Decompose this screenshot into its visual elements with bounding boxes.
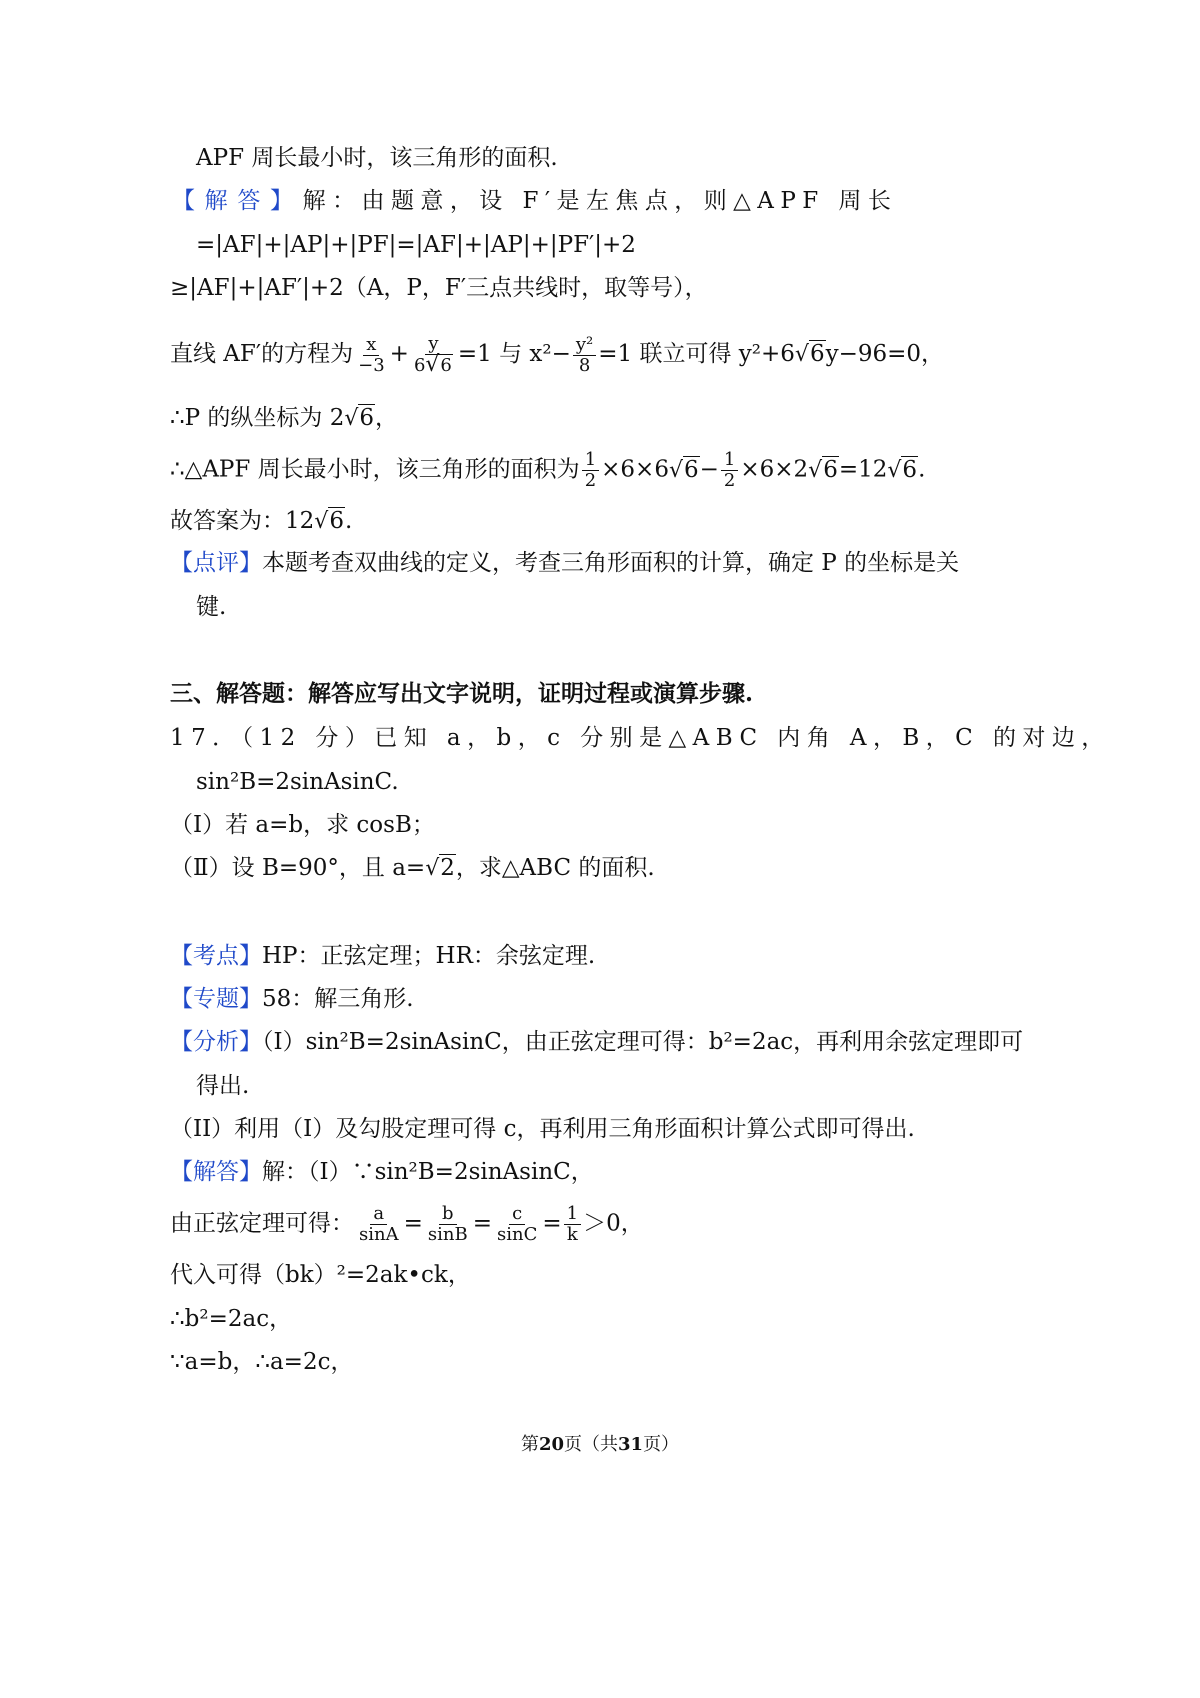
fraction: $\frac{b}{\sin B}$	[427, 1203, 468, 1245]
text: =1 联立可得 y²+6	[598, 341, 795, 367]
text-line: （II）利用（I）及勾股定理可得 c，再利用三角形面积计算公式即可得出.	[170, 1116, 915, 1142]
fraction: $\frac{1}{2}$	[721, 450, 738, 491]
text: y−96=0，	[825, 341, 945, 367]
fraction	[411, 334, 456, 376]
sqrt: √2	[425, 855, 455, 881]
sqrt: √6	[808, 456, 838, 483]
text-line: 代入可得（bk）²=2ak•ck，	[170, 1262, 471, 1288]
fenxi-tag: 【分析】	[170, 1029, 262, 1055]
jieda-text: 解：（I）∵sin²B=2sinAsinC，	[262, 1159, 594, 1185]
denominator: 6√6	[413, 352, 452, 377]
text-line: ≥|AF|+|AF′|+2（A，P，F′三点共线时，取等号），	[170, 275, 708, 301]
question-17	[170, 722, 1111, 754]
denominator: −3	[358, 354, 385, 376]
text: ×6×2	[740, 456, 809, 483]
text-line: 得出.	[196, 1073, 250, 1099]
text: =1 与 x²−	[457, 341, 571, 367]
text: （Ⅱ）设 B=90°，且 a=	[170, 855, 426, 881]
fraction: $\frac{a}{\sin A}$	[359, 1203, 399, 1245]
answer-tag: 【解答】	[172, 188, 303, 214]
text-line	[170, 402, 398, 435]
equation-line	[170, 334, 944, 376]
text: ＞0，	[583, 1210, 644, 1237]
denominator: 8	[578, 354, 591, 376]
comment-text: 本题考查双曲线的定义，考查三角形面积的计算，确定 P 的坐标是关	[262, 550, 960, 576]
fraction: $\frac{1}{2}$	[582, 450, 599, 491]
text-line: 键.	[196, 594, 227, 620]
text: ×6×6	[601, 456, 669, 483]
text: 故答案为：12	[170, 508, 315, 534]
zhuanti-text: 58：解三角形.	[262, 986, 414, 1012]
text-line: =|AF|+|AP|+|PF|=|AF|+|AP|+|PF′|+2	[196, 232, 636, 258]
zhuanti-tag: 【专题】	[170, 986, 262, 1012]
comment-tag: 【点评】	[170, 550, 262, 576]
footer-text: 第	[520, 1434, 539, 1455]
text-line: ∴b²=2ac，	[170, 1306, 293, 1332]
equation-line	[170, 450, 925, 491]
section-heading: 三、解答题：解答应写出文字说明，证明过程或演算步骤.	[170, 680, 754, 707]
fraction: $\frac{1}{k}$	[564, 1204, 581, 1245]
kaodian-tag: 【考点】	[170, 943, 262, 969]
numerator: x	[363, 335, 379, 356]
fraction: $\frac{c}{\sin C}$	[496, 1203, 538, 1245]
jieda-tag: 【解答】	[170, 1159, 262, 1185]
text: ，	[375, 405, 399, 431]
sqrt: √6	[794, 341, 825, 367]
sqrt: √6	[668, 456, 699, 483]
zhuanti-line	[170, 983, 414, 1015]
text: ∴P 的纵坐标为 2	[170, 405, 345, 431]
sqrt: √6	[314, 508, 344, 534]
comment-line	[170, 547, 959, 579]
sub-question-2	[170, 852, 655, 885]
text: =12	[838, 456, 888, 483]
fraction	[355, 335, 388, 376]
text: 由正弦定理可得：	[170, 1210, 354, 1237]
footer-text: 页（共	[564, 1434, 618, 1455]
page-footer	[0, 1430, 1200, 1456]
kaodian-text: HP：正弦定理；HR：余弦定理.	[262, 943, 596, 969]
footer-text: 页）	[643, 1434, 680, 1455]
sqrt: √6	[887, 456, 918, 483]
text: .	[918, 456, 926, 483]
page-total: 31	[618, 1434, 644, 1455]
kaodian-line	[170, 940, 595, 972]
text: +	[389, 341, 409, 367]
numerator: y	[425, 334, 441, 355]
fraction	[573, 335, 596, 376]
fenxi-line	[170, 1026, 1023, 1058]
text-line: ∵a=b，∴a=2c，	[170, 1349, 354, 1375]
text-line	[170, 505, 352, 538]
fenxi-text: （I）sin²B=2sinAsinC，由正弦定理可得：b²=2ac，再利用余弦定理即可	[262, 1029, 1024, 1055]
question-text: 17．（12 分）已知 a，b，c 分别是△ABC 内角 A，B，C 的对边，	[170, 725, 1111, 751]
sqrt: √6	[344, 405, 375, 431]
text: .	[344, 508, 353, 534]
numerator: y²	[573, 335, 596, 356]
text-line: APF 周长最小时，该三角形的面积.	[196, 145, 558, 171]
text: ∴△APF 周长最小时，该三角形的面积为	[170, 456, 580, 483]
text-line: sin²B=2sinAsinC.	[196, 769, 399, 795]
text: 直线 AF′的方程为	[170, 341, 354, 367]
equation-line: 由正弦定理可得： $\frac{a}{\sin A}$ = $\frac{b}{\sin B}$ = $\frac{c}{\sin C}$ = $\frac{1}{k}$ ＞0，	[170, 1203, 644, 1245]
answer-text: 解：由题意，设 F′是左焦点，则△APF 周长	[302, 188, 898, 214]
jieda-line	[170, 1156, 594, 1188]
answer-line	[172, 185, 897, 217]
text: ，求△ABC 的面积.	[455, 855, 655, 881]
page-number: 20	[538, 1434, 564, 1455]
sub-question-1: （Ⅰ）若 a=b，求 cosB；	[170, 812, 435, 838]
text: −	[699, 456, 719, 483]
